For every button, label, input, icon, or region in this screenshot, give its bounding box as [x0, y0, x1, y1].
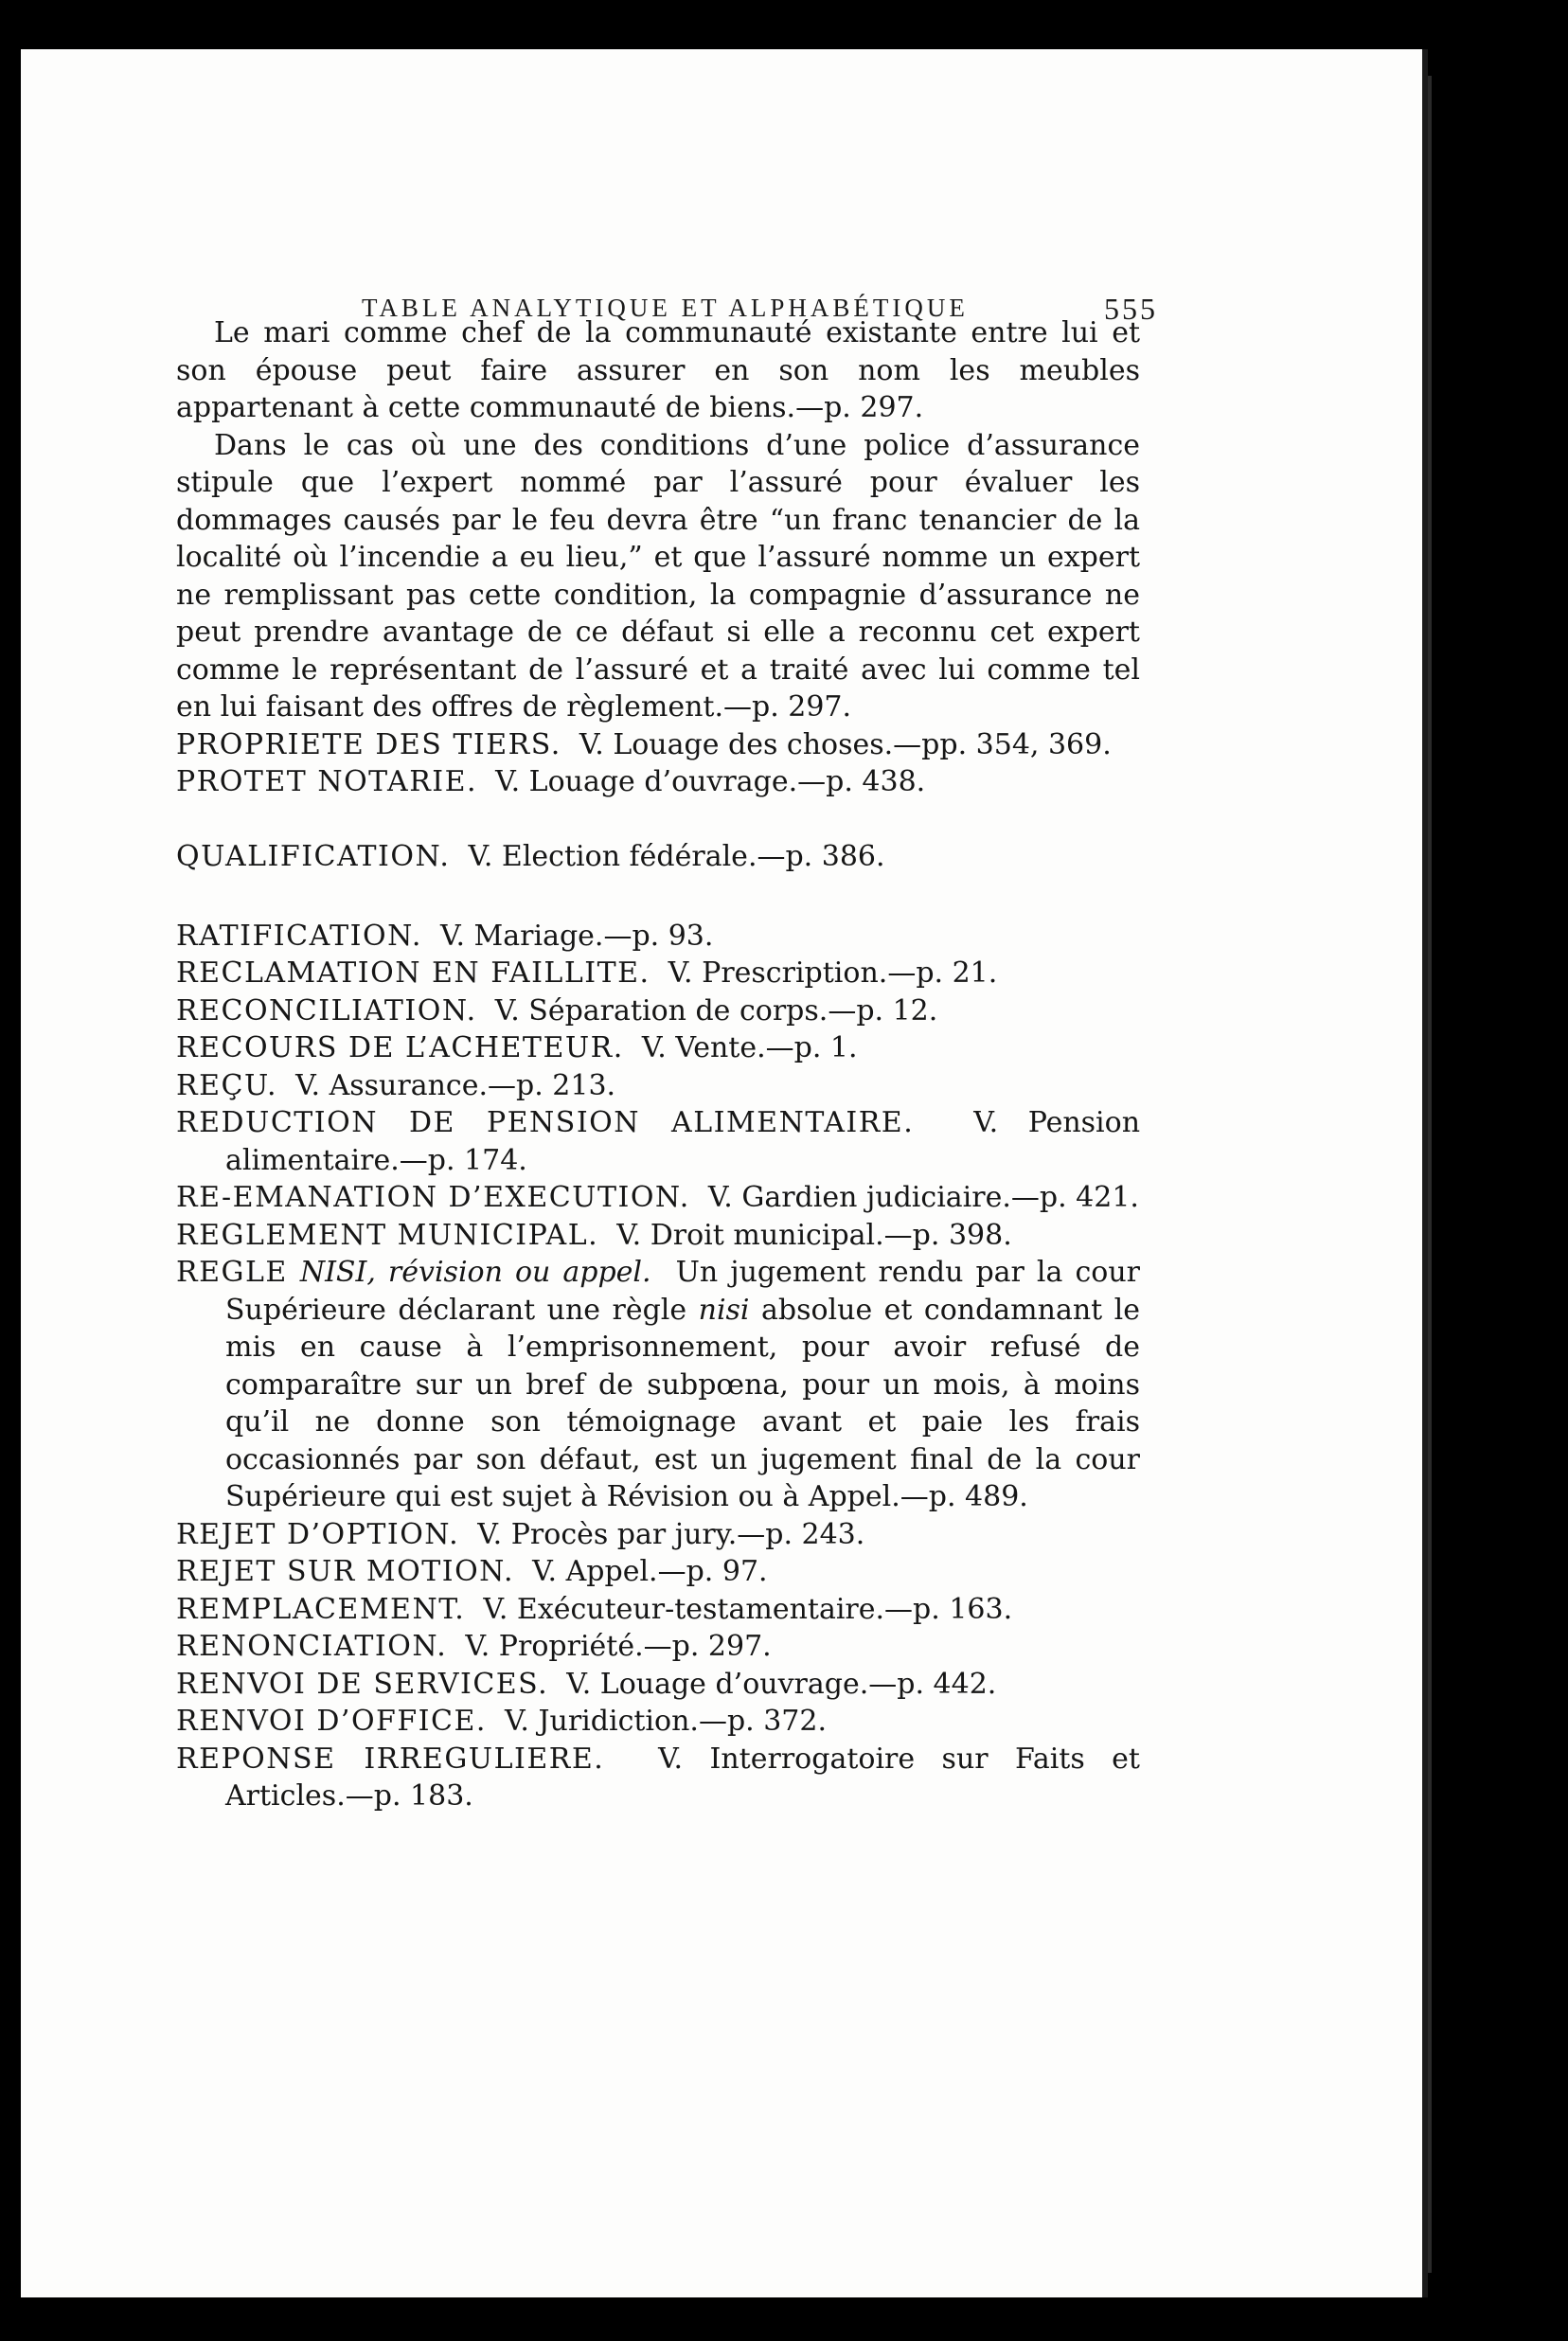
index-entry — [176, 1741, 1140, 1815]
entry-heading: REMPLACEMENT. — [176, 1592, 466, 1626]
entry-heading: REGLEMENT MUNICIPAL. — [176, 1218, 599, 1252]
entry-reference: V. Prescription.—p. 21. — [668, 956, 998, 990]
entry-reference: V. Interrogatoire sur Faits et Articles.—p. 183. — [225, 1742, 1140, 1813]
section-p — [176, 726, 1140, 801]
entry-reference: V. Louage d’ouvrage.—p. 442. — [566, 1667, 997, 1701]
index-entry-regle-nisi — [176, 1254, 1140, 1516]
entry-reference: V. Procès par jury.—p. 243. — [477, 1517, 865, 1551]
section-gap — [176, 801, 1140, 839]
index-entry — [176, 838, 1140, 876]
entry-heading: RENVOI D’OFFICE. — [176, 1705, 487, 1738]
entry-reference: V. Appel.—p. 97. — [532, 1555, 768, 1588]
index-entry — [176, 1703, 1140, 1741]
entry-italic-word: nisi — [698, 1293, 750, 1327]
entry-heading: REGLE — [176, 1256, 288, 1289]
entry-reference: V. Droit municipal.—p. 398. — [616, 1218, 1012, 1252]
entry-reference: V. Exécuteur-testamentaire.—p. 163. — [483, 1592, 1013, 1626]
index-entry — [176, 1067, 1140, 1105]
entry-reference: V. Louage d’ouvrage.—p. 438. — [495, 765, 926, 798]
paragraph: Le mari comme chef de la communauté existante entre lui et son épouse peut faire assurer en son nom les meubles appartenant à cette communauté de biens.—p. 297. — [176, 316, 1140, 424]
entry-heading: RECONCILIATION. — [176, 993, 477, 1028]
entry-reference: V. Gardien judiciaire.—p. 421. — [707, 1181, 1139, 1214]
entry-reference: V. Pension alimentaire.—p. 174. — [225, 1106, 1141, 1177]
index-entry — [176, 992, 1140, 1030]
entry-reference: V. Election fédérale.—p. 386. — [468, 840, 885, 873]
entry-heading: RECLAMATION EN FAILLITE. — [176, 956, 650, 990]
index-entry — [176, 1516, 1140, 1554]
index-text-block — [176, 314, 1140, 1815]
entry-reference: V. Propriété.—p. 297. — [465, 1630, 772, 1663]
index-entry — [176, 1217, 1140, 1255]
section-gap — [176, 876, 1140, 918]
entry-heading: RENONCIATION. — [176, 1630, 448, 1663]
entry-heading: RECOURS DE L’ACHETEUR. — [176, 1031, 624, 1064]
index-entry — [176, 1553, 1140, 1591]
index-entry — [176, 918, 1140, 956]
section-r — [176, 918, 1140, 1815]
index-entry — [176, 1179, 1140, 1217]
entry-italic-subject: NISI, révision ou appel. — [299, 1256, 651, 1289]
entry-heading: REJET D’OPTION. — [176, 1517, 460, 1551]
entry-reference: V. Mariage.—p. 93. — [440, 919, 714, 953]
index-entry — [176, 955, 1140, 992]
index-entry — [176, 1104, 1140, 1179]
entry-heading: RATIFICATION. — [176, 919, 422, 953]
entry-reference: V. Juridiction.—p. 372. — [505, 1705, 828, 1738]
entry-text: Un jugement rendu par la cour Supérieure déclarant une règle — [225, 1256, 1140, 1327]
index-entry — [176, 1591, 1140, 1629]
index-entry — [176, 1666, 1140, 1704]
entry-heading: REPONSE IRREGULIERE. — [176, 1742, 605, 1776]
entry-heading: REJET SUR MOTION. — [176, 1555, 515, 1588]
entry-heading: REDUCTION DE PENSION ALIMENTAIRE. — [176, 1106, 915, 1139]
entry-reference: V. Assurance.—p. 213. — [295, 1068, 616, 1102]
page-edge-shadow — [1428, 76, 1432, 2273]
index-entry — [176, 1628, 1140, 1666]
entry-text: absolue et condamnant le mis en cause à l’emprisonnement, pour avoir refusé de comparaître sur un bref de subpœna, pour un mois, à moins qu’il ne donne son témoignage avant et paie les frais occasionnés par son défaut, est un jugement final de la cour Supérieure qui est sujet à Révision ou à Appel.—p. 489. — [225, 1293, 1140, 1513]
entry-heading: RENVOI DE SERVICES. — [176, 1667, 549, 1701]
entry-heading: PROTET NOTARIE. — [176, 765, 478, 798]
index-entry — [176, 1029, 1140, 1067]
entry-reference: V. Séparation de corps.—p. 12. — [494, 993, 938, 1028]
entry-heading: QUALIFICATION. — [176, 840, 451, 873]
entry-reference: V. Vente.—p. 1. — [641, 1031, 858, 1064]
entry-heading: PROPRIETE DES TIERS. — [176, 727, 561, 761]
entry-heading: REÇU. — [176, 1068, 278, 1102]
entry-reference: V. Louage des choses.—pp. 354, 369. — [579, 727, 1112, 761]
index-entry — [176, 726, 1140, 764]
running-title: TABLE ANALYTIQUE ET ALPHABÉTIQUE — [362, 294, 969, 322]
section-q — [176, 838, 1140, 876]
paragraph: Dans le cas où une des conditions d’une police d’assurance stipule que l’expert nommé par l’assuré pour évaluer les dommages causés par le feu devra être “un franc tenancier de la localité où l’incendie a eu lieu,” et que l’assuré nomme un expert ne remplissant pas cette condition, la compagnie d’assurance ne peut prendre avantage de ce défaut si elle a reconnu cet expert comme le représentant de l’assuré et a traité avec lui comme tel en lui faisant des offres de règlement.—p. 297. — [176, 428, 1140, 724]
page-number: 555 — [1104, 292, 1158, 326]
entry-heading: RE-EMANATION D’EXECUTION. — [176, 1181, 690, 1214]
index-entry — [176, 763, 1140, 801]
